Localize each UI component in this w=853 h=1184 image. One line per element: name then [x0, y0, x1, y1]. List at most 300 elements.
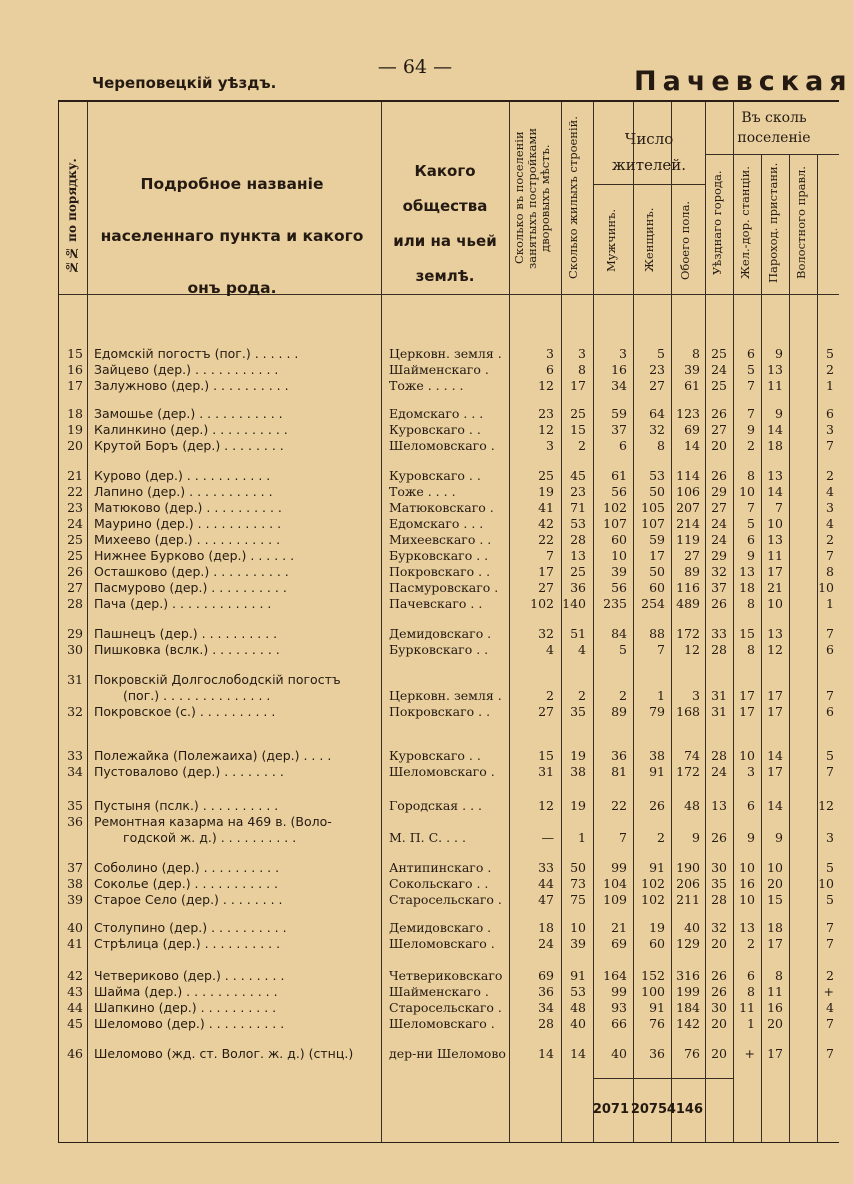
society-name: Сокольскаго . .	[389, 876, 489, 891]
cell-d3: 17	[767, 688, 783, 703]
cell-both: 190	[676, 860, 700, 875]
table-row	[59, 438, 839, 454]
cell-d3: 14	[767, 798, 783, 813]
cell-houses: 25	[570, 406, 586, 421]
col-header-town: Уѣзднаго города.	[710, 170, 724, 276]
cell-d3: 11	[767, 984, 783, 999]
cell-houses: 48	[570, 1000, 586, 1015]
cell-spots: —	[541, 830, 554, 845]
cell-spots: 69	[538, 968, 554, 983]
cell-houses: 23	[570, 484, 586, 499]
cell-d4: 2	[826, 968, 834, 983]
row-number: 21	[67, 468, 83, 483]
cell-women: 102	[641, 892, 665, 907]
society-name: Бурковскаго . .	[389, 642, 489, 657]
society-name: Шеломовскаго .	[389, 438, 495, 453]
table-row	[59, 406, 839, 422]
cell-d3: 17	[767, 1046, 783, 1061]
cell-houses: 15	[570, 422, 586, 437]
cell-women: 60	[649, 936, 665, 951]
cell-d4: 2	[826, 468, 834, 483]
cell-d1: 20	[711, 1046, 727, 1061]
settlement-name: Пустовалово (дер.) . . . . . . . .	[94, 764, 284, 779]
cell-d3: 9	[775, 830, 783, 845]
cell-spots: 34	[538, 1000, 554, 1015]
cell-houses: 28	[570, 532, 586, 547]
cell-houses: 51	[570, 626, 586, 641]
cell-d3: 12	[767, 642, 783, 657]
table-row	[59, 346, 839, 362]
cell-d3: 16	[767, 1000, 783, 1015]
col-header-volost-admin: Волостного правл.	[794, 166, 808, 280]
col-header-houses: Сколько жилыхъ строеній.	[566, 116, 580, 280]
settlement-name: Соболино (дер.) . . . . . . . . . .	[94, 860, 280, 875]
cell-both: 74	[684, 748, 700, 763]
group-rule	[593, 184, 705, 185]
cell-d2: 11	[739, 1000, 755, 1015]
cell-men: 34	[611, 378, 627, 393]
cell-houses: 17	[570, 378, 586, 393]
society-name: Матюковскаго .	[389, 500, 494, 515]
cell-d3: 8	[775, 968, 783, 983]
cell-houses: 53	[570, 516, 586, 531]
settlement-name: Четвериково (дер.) . . . . . . . .	[94, 968, 285, 983]
row-number: 46	[67, 1046, 83, 1061]
row-number: 19	[67, 422, 83, 437]
cell-men: 102	[603, 500, 627, 515]
cell-d3: 10	[767, 860, 783, 875]
cell-d3: 14	[767, 748, 783, 763]
table-row	[59, 378, 839, 394]
cell-houses: 8	[578, 362, 586, 377]
settlement-name: Пача (дер.) . . . . . . . . . . . . .	[94, 596, 272, 611]
society-name: Старосельскаго .	[389, 892, 502, 907]
society-name: Пачевскаго . .	[389, 596, 483, 611]
cell-both: 316	[676, 968, 700, 983]
row-number: 40	[67, 920, 83, 935]
cell-d3: 10	[767, 516, 783, 531]
cell-d3: 17	[767, 564, 783, 579]
cell-d4: 2	[826, 532, 834, 547]
society-name: Покровскаго . .	[389, 564, 491, 579]
table-row	[59, 564, 839, 580]
settlement-name: Пишковка (вслк.) . . . . . . . . .	[94, 642, 280, 657]
cell-both: 106	[676, 484, 700, 499]
table-row	[59, 362, 839, 378]
cell-d2: 6	[747, 346, 755, 361]
table-row	[59, 672, 839, 688]
cell-women: 8	[657, 438, 665, 453]
col-header-distance: Въ сколь поселеніе	[737, 110, 811, 146]
settlement-name: Матюково (дер.) . . . . . . . . . .	[94, 500, 282, 515]
society-name: Куровскаго . .	[389, 468, 481, 483]
cell-d4: 5	[826, 346, 834, 361]
settlement-name: Шапкино (дер.) . . . . . . . . . .	[94, 1000, 277, 1015]
row-number: 42	[67, 968, 83, 983]
settlement-name: Калинкино (дер.) . . . . . . . . . .	[94, 422, 288, 437]
table-row	[59, 1016, 839, 1032]
cell-d4: 3	[826, 500, 834, 515]
cell-d1: 24	[711, 532, 727, 547]
society-name: Шайменскаго .	[389, 362, 489, 377]
cell-d4: 4	[826, 484, 834, 499]
cell-d3: 14	[767, 422, 783, 437]
settlement-name: Шайма (дер.) . . . . . . . . . . . .	[94, 984, 278, 999]
cell-men: 21	[611, 920, 627, 935]
cell-d4: 7	[826, 764, 834, 779]
settlement-name: Залужново (дер.) . . . . . . . . . .	[94, 378, 289, 393]
table-row	[59, 516, 839, 532]
cell-women: 105	[641, 500, 665, 515]
cell-d3: 9	[775, 346, 783, 361]
cell-d2: 13	[739, 564, 755, 579]
cell-d2: 3	[747, 764, 755, 779]
row-number: 27	[67, 580, 83, 595]
cell-men: 93	[611, 1000, 627, 1015]
cell-d2: 9	[747, 422, 755, 437]
cell-d3: 15	[767, 892, 783, 907]
cell-d2: 10	[739, 748, 755, 763]
cell-d2: 17	[739, 688, 755, 703]
cell-men: 109	[603, 892, 627, 907]
cell-d4: 7	[826, 920, 834, 935]
cell-women: 64	[649, 406, 665, 421]
cell-both: 114	[676, 468, 700, 483]
settlement-name: Осташково (дер.) . . . . . . . . . .	[94, 564, 289, 579]
society-name: Четвериковскаго	[389, 968, 503, 983]
cell-houses: 3	[578, 346, 586, 361]
table-row	[59, 1046, 839, 1062]
cell-spots: 6	[546, 362, 554, 377]
cell-d2: 10	[739, 484, 755, 499]
cell-houses: 25	[570, 564, 586, 579]
society-name: Старосельскаго .	[389, 1000, 502, 1015]
cell-women: 60	[649, 580, 665, 595]
cell-d1: 26	[711, 830, 727, 845]
cell-d2: +	[744, 1046, 755, 1061]
cell-d4: 5	[826, 748, 834, 763]
table-row	[59, 764, 839, 780]
cell-spots: 4	[546, 642, 554, 657]
table-row	[59, 484, 839, 500]
cell-d4: 7	[826, 548, 834, 563]
society-name: Шеломовскаго .	[389, 764, 495, 779]
cell-d1: 29	[711, 548, 727, 563]
society-name: Шеломовскаго .	[389, 1016, 495, 1031]
cell-d1: 30	[711, 1000, 727, 1015]
table-row	[59, 704, 839, 720]
cell-d2: 6	[747, 798, 755, 813]
cell-d1: 20	[711, 438, 727, 453]
society-name: Городская . . .	[389, 798, 483, 813]
cell-d1: 26	[711, 596, 727, 611]
cell-d2: 2	[747, 936, 755, 951]
cell-d4: 6	[826, 642, 834, 657]
cell-women: 79	[649, 704, 665, 719]
cell-men: 99	[611, 860, 627, 875]
settlement-name: Пасмурово (дер.) . . . . . . . . . .	[94, 580, 287, 595]
cell-men: 10	[611, 548, 627, 563]
cell-d2: 17	[739, 704, 755, 719]
cell-women: 107	[641, 516, 665, 531]
cell-spots: 102	[530, 596, 554, 611]
cell-d2: 10	[739, 860, 755, 875]
cell-both: 129	[676, 936, 700, 951]
cell-houses: 39	[570, 936, 586, 951]
cell-d2: 5	[747, 362, 755, 377]
cell-d4: 7	[826, 936, 834, 951]
cell-men: 89	[611, 704, 627, 719]
row-number: 18	[67, 406, 83, 421]
cell-both: 489	[676, 596, 700, 611]
cell-d1: 24	[711, 764, 727, 779]
cell-men: 99	[611, 984, 627, 999]
cell-women: 59	[649, 532, 665, 547]
settlement-name: Крутой Боръ (дер.) . . . . . . . .	[94, 438, 284, 453]
settlement-name: Михеево (дер.) . . . . . . . . . . .	[94, 532, 281, 547]
cell-men: 40	[611, 1046, 627, 1061]
cell-d2: 9	[747, 548, 755, 563]
table-row	[59, 798, 839, 814]
cell-d3: 13	[767, 626, 783, 641]
cell-d1: 27	[711, 422, 727, 437]
cell-d4: 6	[826, 406, 834, 421]
cell-men: 36	[611, 748, 627, 763]
settlement-name: Зайцево (дер.) . . . . . . . . . . .	[94, 362, 279, 377]
cell-men: 6	[619, 438, 627, 453]
table-row	[59, 500, 839, 516]
cell-spots: 19	[538, 484, 554, 499]
cell-women: 152	[641, 968, 665, 983]
settlement-name: Ремонтная казарма на 469 в. (Воло-	[94, 814, 332, 829]
cell-women: 91	[649, 860, 665, 875]
cell-both: 9	[692, 830, 700, 845]
cell-d4: 5	[826, 892, 834, 907]
row-number: 41	[67, 936, 83, 951]
table-row	[59, 596, 839, 612]
cell-both: 207	[676, 500, 700, 515]
cell-houses: 2	[578, 438, 586, 453]
cell-spots: 25	[538, 468, 554, 483]
cell-women: 50	[649, 484, 665, 499]
table-row	[59, 626, 839, 642]
cell-d2: 7	[747, 500, 755, 515]
cell-houses: 45	[570, 468, 586, 483]
cell-d2: 13	[739, 920, 755, 935]
statistics-table	[58, 100, 839, 1143]
cell-d1: 28	[711, 748, 727, 763]
cell-houses: 91	[570, 968, 586, 983]
table-row	[59, 892, 839, 908]
cell-both: 40	[684, 920, 700, 935]
cell-d3: 10	[767, 596, 783, 611]
settlement-name: Едомскій погостъ (пог.) . . . . . .	[94, 346, 299, 361]
cell-d4: 3	[826, 422, 834, 437]
cell-both: 172	[676, 764, 700, 779]
settlement-name: Полежайка (Полежаиха) (дер.) . . . .	[94, 748, 332, 763]
cell-women: 100	[641, 984, 665, 999]
col-header-spots: Сколько въ поселеніи занятыхъ постройками дворовыхъ мѣстъ.	[512, 127, 552, 269]
cell-d4: 7	[826, 688, 834, 703]
uezd-header: Череповецкій уѣздъ.	[92, 74, 277, 92]
cell-d1: 32	[711, 920, 727, 935]
society-name: Антипинскаго .	[389, 860, 492, 875]
row-number: 15	[67, 346, 83, 361]
cell-d2: 18	[739, 580, 755, 595]
cell-women: 36	[649, 1046, 665, 1061]
volost-title: Пачевская	[634, 66, 853, 97]
cell-spots: 2	[546, 688, 554, 703]
cell-men: 37	[611, 422, 627, 437]
row-number: 32	[67, 704, 83, 719]
row-number: 29	[67, 626, 83, 641]
cell-men: 69	[611, 936, 627, 951]
cell-both: 14	[684, 438, 700, 453]
cell-spots: 33	[538, 860, 554, 875]
cell-d2: 8	[747, 468, 755, 483]
settlement-name: Курово (дер.) . . . . . . . . . . .	[94, 468, 271, 483]
col-header-women: Женщинъ.	[642, 207, 656, 273]
row-number: 25	[67, 548, 83, 563]
cell-men: 81	[611, 764, 627, 779]
cell-both: 48	[684, 798, 700, 813]
cell-d4: 7	[826, 1046, 834, 1061]
society-name: Церковн. земля .	[389, 688, 502, 703]
cell-d4: +	[823, 984, 834, 999]
cell-houses: 53	[570, 984, 586, 999]
cell-spots: 24	[538, 936, 554, 951]
cell-men: 61	[611, 468, 627, 483]
cell-men: 104	[603, 876, 627, 891]
cell-women: 7	[657, 642, 665, 657]
society-name: Михеевскаго . .	[389, 532, 492, 547]
cell-spots: 27	[538, 704, 554, 719]
cell-d3: 20	[767, 1016, 783, 1031]
cell-d1: 28	[711, 892, 727, 907]
society-name: Куровскаго . .	[389, 422, 481, 437]
cell-women: 5	[657, 346, 665, 361]
cell-d1: 26	[711, 406, 727, 421]
cell-women: 38	[649, 748, 665, 763]
cell-both: 184	[676, 1000, 700, 1015]
cell-d1: 30	[711, 860, 727, 875]
cell-d3: 11	[767, 378, 783, 393]
cell-spots: 17	[538, 564, 554, 579]
cell-men: 56	[611, 484, 627, 499]
settlement-name: Столупино (дер.) . . . . . . . . . .	[94, 920, 287, 935]
col-header-both: Обоего пола.	[678, 200, 692, 280]
row-number: 37	[67, 860, 83, 875]
settlement-name: (пог.) . . . . . . . . . . . . . .	[123, 688, 271, 703]
cell-d3: 18	[767, 920, 783, 935]
cell-d2: 16	[739, 876, 755, 891]
cell-houses: 50	[570, 860, 586, 875]
cell-both: 76	[684, 1046, 700, 1061]
cell-spots: 44	[538, 876, 554, 891]
cell-women: 53	[649, 468, 665, 483]
row-number: 25	[67, 532, 83, 547]
society-name: Куровскаго . .	[389, 748, 481, 763]
cell-women: 76	[649, 1016, 665, 1031]
cell-men: 5	[619, 642, 627, 657]
cell-men: 56	[611, 580, 627, 595]
table-row	[59, 860, 839, 876]
row-number: 16	[67, 362, 83, 377]
cell-both: 27	[684, 548, 700, 563]
table-row	[59, 1000, 839, 1016]
cell-both: 39	[684, 362, 700, 377]
cell-d4: 7	[826, 1016, 834, 1031]
cell-men: 59	[611, 406, 627, 421]
cell-women: 102	[641, 876, 665, 891]
cell-d4: 10	[818, 876, 834, 891]
cell-spots: 42	[538, 516, 554, 531]
table-row	[59, 642, 839, 658]
cell-d2: 7	[747, 406, 755, 421]
row-number: 23	[67, 500, 83, 515]
cell-d3: 18	[767, 438, 783, 453]
society-name: Едомскаго . . .	[389, 406, 484, 421]
row-number: 44	[67, 1000, 83, 1015]
cell-d4: 8	[826, 564, 834, 579]
cell-d1: 26	[711, 984, 727, 999]
table-row	[59, 920, 839, 936]
settlement-name: Шеломово (дер.) . . . . . . . . . .	[94, 1016, 285, 1031]
cell-d4: 4	[826, 1000, 834, 1015]
cell-d3: 9	[775, 406, 783, 421]
col-header-no: №№ по порядку.	[65, 158, 79, 274]
row-number: 45	[67, 1016, 83, 1031]
table-row	[59, 830, 839, 846]
col-header-name: Подробное названіе населеннаго пункта и какого онъ рода.	[100, 175, 364, 297]
cell-d1: 29	[711, 484, 727, 499]
cell-d2: 2	[747, 438, 755, 453]
cell-d4: 7	[826, 626, 834, 641]
cell-d1: 28	[711, 642, 727, 657]
cell-d1: 20	[711, 936, 727, 951]
settlement-name: Стрѣлица (дер.) . . . . . . . . . .	[94, 936, 281, 951]
cell-d4: 1	[826, 378, 834, 393]
row-number: 22	[67, 484, 83, 499]
cell-d3: 20	[767, 876, 783, 891]
cell-d1: 26	[711, 968, 727, 983]
row-number: 39	[67, 892, 83, 907]
cell-houses: 19	[570, 748, 586, 763]
cell-both: 116	[676, 580, 700, 595]
cell-women: 254	[641, 596, 665, 611]
cell-women: 17	[649, 548, 665, 563]
cell-d3: 13	[767, 468, 783, 483]
totals-rule	[593, 1078, 733, 1079]
cell-d1: 31	[711, 688, 727, 703]
cell-d2: 9	[747, 830, 755, 845]
cell-d4: 2	[826, 362, 834, 377]
cell-men: 16	[611, 362, 627, 377]
cell-d4: 4	[826, 516, 834, 531]
cell-women: 88	[649, 626, 665, 641]
cell-d4: 1	[826, 596, 834, 611]
table-row	[59, 580, 839, 596]
cell-d1: 32	[711, 564, 727, 579]
cell-d2: 6	[747, 532, 755, 547]
cell-spots: 18	[538, 920, 554, 935]
cell-women: 91	[649, 764, 665, 779]
row-number: 28	[67, 596, 83, 611]
society-name: Пасмуровскаго .	[389, 580, 499, 595]
cell-spots: 12	[538, 378, 554, 393]
cell-women: 2	[657, 830, 665, 845]
cell-both: 12	[684, 642, 700, 657]
